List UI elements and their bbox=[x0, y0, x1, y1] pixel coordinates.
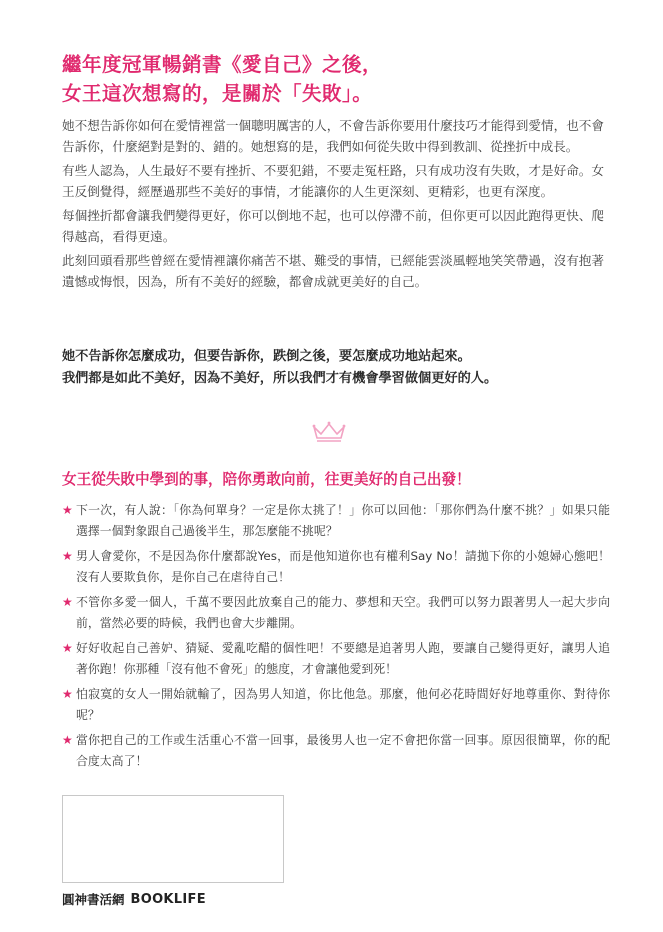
star-icon: ★ bbox=[62, 687, 73, 701]
list-item bbox=[62, 638, 610, 680]
intro-text bbox=[62, 116, 604, 296]
list-item bbox=[62, 730, 610, 772]
list-item-text: 怕寂寞的女人一開始就輸了，因為男人知道，你比他急。那麼，他何必花時間好好地尊重你、對待你呢？ bbox=[76, 687, 610, 722]
emphasis-line-1: 她不告訴你怎麼成功，但要告訴你，跌倒之後，要怎麼成功地站起來。 bbox=[62, 349, 471, 364]
list-item-text: 下一次，有人說：「你為何單身？一定是你太挑了！」你可以回他：「那你們為什麼不挑？」如果只能選擇一個對象跟自己過後半生，那怎麼能不挑呢？ bbox=[76, 503, 610, 538]
section-title: 女王從失敗中學到的事，陪你勇敢向前，往更美好的自己出發！ bbox=[62, 471, 471, 488]
star-icon: ★ bbox=[62, 549, 73, 563]
emphasis-line-2: 我們都是如此不美好，因為不美好，所以我們才有機會學習做個更好的人。 bbox=[62, 370, 498, 386]
list-item bbox=[62, 546, 610, 588]
star-icon: ★ bbox=[62, 641, 73, 655]
list-item-text: 當你把自己的工作或生活重心不當一回事，最後男人也一定不會把你當一回事。原因很簡單，你的配合度太高了！ bbox=[76, 733, 610, 768]
publisher-logo bbox=[62, 889, 206, 909]
intro-paragraph: 每個挫折都會讓我們變得更好，你可以倒地不起，也可以停滯不前，但你更可以因此跑得更快、爬得越高，看得更遠。 bbox=[62, 208, 604, 244]
intro-paragraph: 她不想告訴你如何在愛情裡當一個聰明厲害的人，不會告訴你要用什麼技巧才能得到愛情，也不會告訴你，什麼絕對是對的、錯的。她想寫的是，我們如何從失敗中得到教訓、從挫折中成長。 bbox=[62, 118, 604, 154]
list-item bbox=[62, 592, 610, 634]
star-icon: ★ bbox=[62, 733, 73, 747]
intro-paragraph: 此刻回頭看那些曾經在愛情裡讓你痛苦不堪、難受的事情，已經能雲淡風輕地笑笑帶過，沒有抱著遺憾或悔恨，因為，所有不美好的經驗，都會成就更美好的自己。 bbox=[62, 253, 604, 289]
headline bbox=[62, 50, 622, 108]
list-item bbox=[62, 500, 610, 542]
intro-paragraph: 有些人認為，人生最好不要有挫折、不要犯錯，不要走冤枉路，只有成功沒有失敗，才是好命。女王反倒覺得，經歷過那些不美好的事情，才能讓你的人生更深刻、更精彩，也更有深度。 bbox=[62, 163, 604, 199]
star-icon: ★ bbox=[62, 595, 73, 609]
headline-line-1: 繼年度冠軍暢銷書《愛自己》之後， bbox=[62, 53, 383, 76]
emphasis-text bbox=[62, 346, 607, 389]
lessons-list bbox=[62, 500, 610, 776]
list-item-text: 男人會愛你，不是因為你什麼都說Yes，而是他知道你也有權利Say No！請拋下你的小媳婦心態吧！沒有人要欺負你，是你自己在虐待自己！ bbox=[76, 549, 610, 584]
publisher-name-cn: 圓神書活網 bbox=[62, 892, 125, 907]
headline-line-2: 女王這次想寫的，是關於「失敗」。 bbox=[62, 82, 373, 105]
publisher-name-en: BOOKLIFE bbox=[130, 891, 206, 907]
crown-icon bbox=[311, 421, 347, 443]
star-icon: ★ bbox=[62, 503, 73, 517]
list-item-text: 好好收起自己善妒、猜疑、愛亂吃醋的個性吧！不要總是追著男人跑，要讓自己變得更好，讓男人追著你跑！你那種「沒有他不會死」的態度，才會讓他愛到死！ bbox=[76, 641, 610, 676]
barcode-placeholder-box bbox=[62, 795, 284, 883]
list-item-text: 不管你多愛一個人，千萬不要因此放棄自己的能力、夢想和天空。我們可以努力跟著男人一起大步向前，當然必要的時候，我們也會大步離開。 bbox=[76, 595, 610, 630]
list-item bbox=[62, 684, 610, 726]
